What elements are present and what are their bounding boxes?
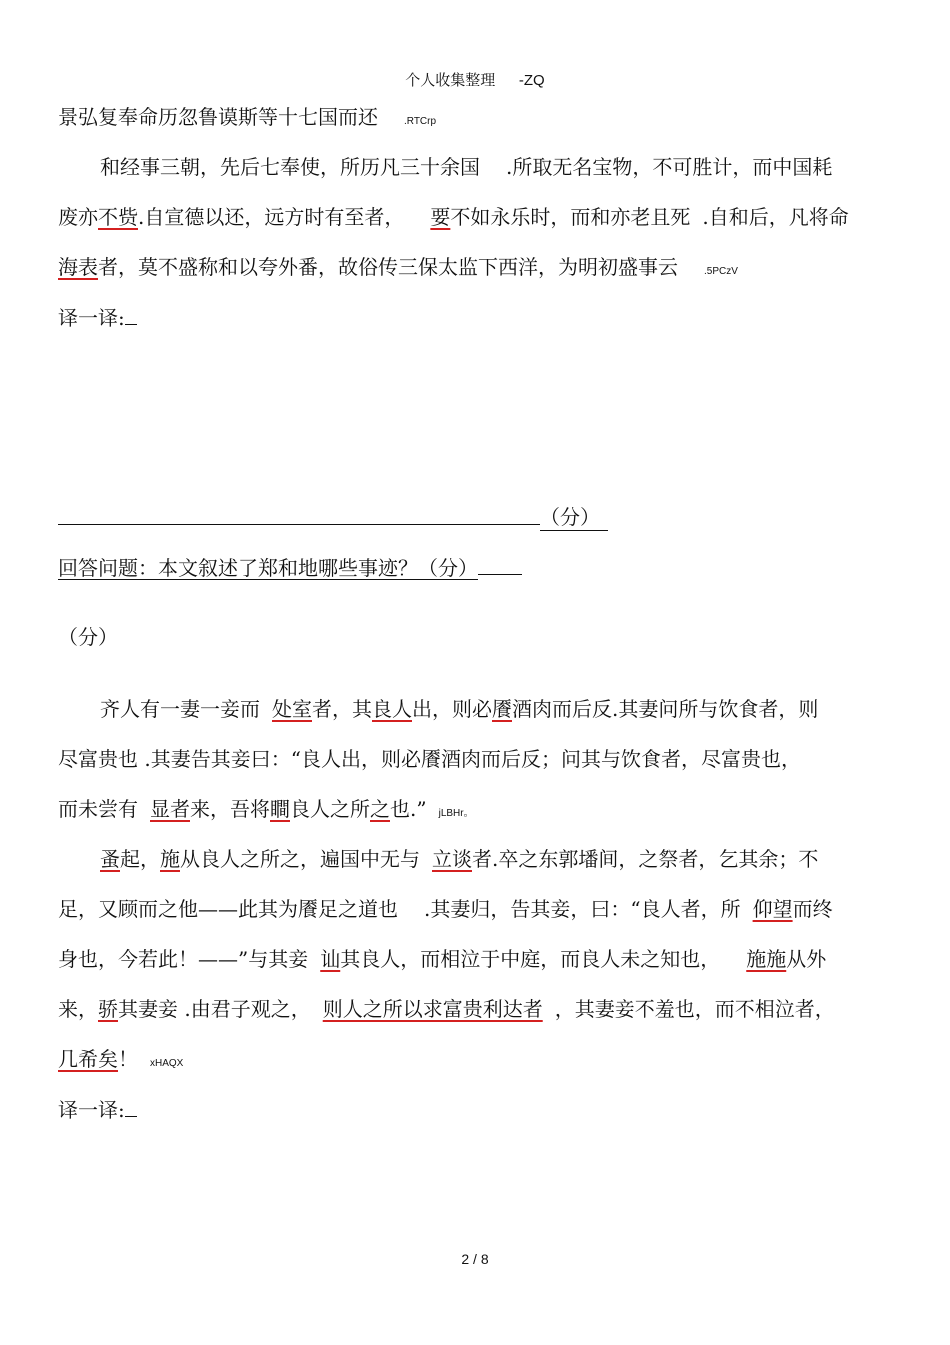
- underlined-term: 则人之所以求富贵利达者: [322, 997, 543, 1021]
- p3-line-3: 而未尝有 显者来，吾将瞷良人之所之也.” jLBHr。: [58, 797, 474, 821]
- p2-line-2: 废亦不赀.自宣德以还，远方时有至者， 要不如永乐时，而和亦老且死 .自和后，凡将命: [58, 205, 849, 229]
- p2-line-3: 海表者，莫不盛称和以夸外番，故俗传三保太监下西洋，为明初盛事云 .5PCzV: [58, 255, 738, 279]
- question-line: 回答问题：本文叙述了郑和地哪些事迹？（分）: [58, 554, 522, 581]
- underlined-term: 之: [370, 797, 390, 821]
- underlined-term: 讪: [320, 947, 341, 971]
- score-label: （分）: [540, 504, 608, 531]
- page-number: 2 / 8: [461, 1251, 489, 1267]
- score-label-2: （分）: [58, 625, 118, 649]
- underlined-term: 施: [160, 847, 180, 871]
- p4-line-4: 来，骄其妻妾 .由君子观之， 则人之所以求富贵利达者 ，其妻妾不羞也，而不相泣者，: [58, 997, 835, 1021]
- p3-line-1: 齐人有一妻一妾而 处室者，其良人出，则必餍酒肉而后反.其妻问所与饮食者，则: [100, 697, 819, 721]
- underlined-term: 显者: [150, 797, 190, 821]
- underlined-term: 骄: [98, 997, 118, 1021]
- underlined-term: 瞷: [270, 797, 290, 821]
- translate-prompt-1: 译一译:: [58, 304, 137, 331]
- underlined-term: 餍: [492, 697, 512, 721]
- p4-line-1: 蚤起，施从良人之所之，遍国中无与 立谈者.卒之东郭墦间，之祭者，乞其余；不: [100, 847, 819, 871]
- translate-prompt-2: 译一译:: [58, 1096, 137, 1123]
- p3-line-2: 尽富贵也 .其妻告其妾曰：“良人出，则必餍酒肉而后反；问其与饮食者，尽富贵也，: [58, 747, 801, 771]
- header-code: -ZQ: [518, 72, 545, 89]
- p4-line-5: 几希矣！ xHAQX: [58, 1047, 184, 1071]
- underlined-term: 处室: [272, 697, 312, 721]
- underlined-term: 良人: [372, 697, 412, 721]
- page-header: [0, 70, 950, 91]
- p4-line-3: 身也，今若此！——”与其妾 讪其良人，而相泣于中庭，而良人未之知也， 施施从外: [58, 947, 827, 971]
- underlined-term: 海表: [58, 255, 98, 279]
- answer-blank-line: [58, 524, 540, 525]
- underlined-term: 不赀: [98, 205, 138, 229]
- p1-line-1: 景弘复奉命历忽鲁谟斯等十七国而还 .RTCrp: [58, 105, 437, 129]
- underlined-term: 施施: [746, 947, 787, 971]
- underlined-term: 几希矣: [58, 1047, 118, 1071]
- p2-line-1: 和经事三朝，先后七奉使，所历凡三十余国 .所取无名宝物，不可胜计，而中国耗: [100, 155, 833, 179]
- header-title: 个人收集整理: [405, 71, 496, 89]
- underlined-term: 蚤: [100, 847, 120, 871]
- underlined-term: 要: [430, 205, 451, 229]
- underlined-term: 仰望: [752, 897, 793, 921]
- p4-line-2: 足，又顾而之他——此其为餍足之道也 .其妻归，告其妾，曰：“良人者，所 仰望而终: [58, 897, 833, 921]
- underlined-term: 立谈: [432, 847, 472, 871]
